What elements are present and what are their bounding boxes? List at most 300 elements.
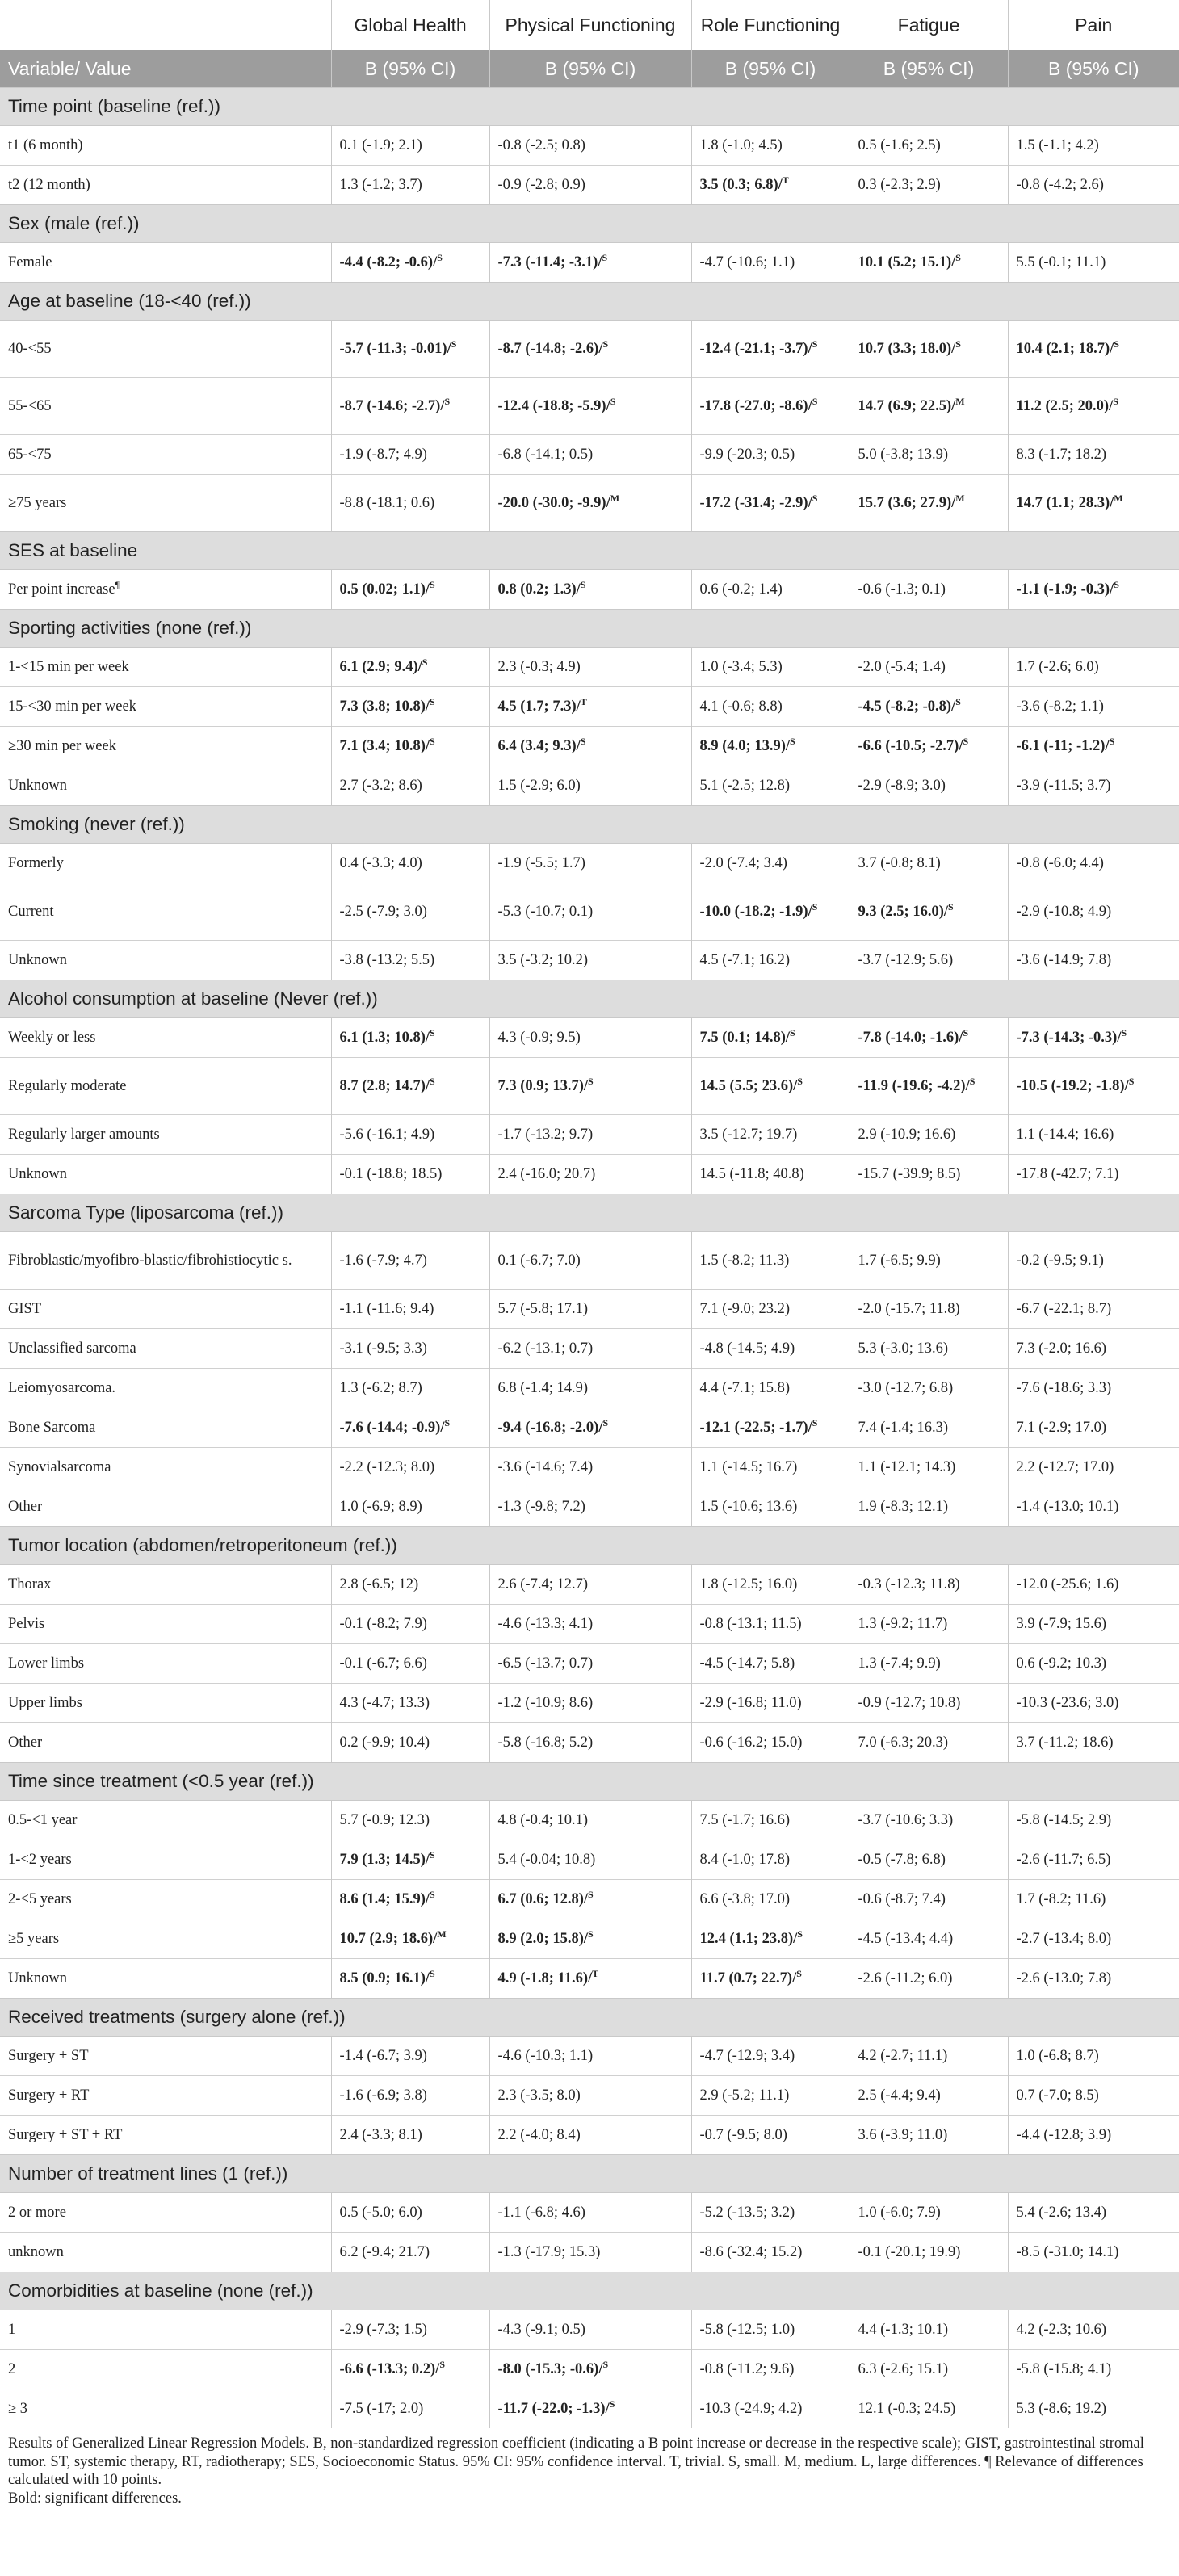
cell-value: -7.3 (-14.3; -0.3)/	[1016, 1030, 1122, 1046]
row-label-text: Formerly	[8, 855, 64, 871]
value-cell	[691, 648, 850, 687]
cell-value: 1.5 (-2.9; 6.0)	[497, 778, 581, 794]
table-row	[0, 1155, 1179, 1194]
value-cell	[691, 941, 850, 980]
cell-value: -0.1 (-8.2; 7.9)	[339, 1616, 427, 1632]
row-label-text: t2 (12 month)	[8, 177, 90, 193]
cell-value: -11.7 (-22.0; -1.3)/	[497, 2401, 610, 2417]
value-cell	[331, 1408, 489, 1448]
row-label-text: Regularly larger amounts	[8, 1126, 160, 1143]
row-label-text: Thorax	[8, 1576, 52, 1592]
row-label-text: Regularly moderate	[8, 1078, 127, 1094]
row-label	[0, 1155, 331, 1194]
value-cell	[691, 844, 850, 883]
cell-value: 0.5 (-5.0; 6.0)	[339, 2205, 422, 2221]
effect-size-mark: S	[969, 1075, 976, 1087]
cell-value: 1.8 (-12.5; 16.0)	[699, 1576, 798, 1592]
cell-value: 1.1 (-12.1; 14.3)	[858, 1459, 956, 1475]
value-cell	[691, 2193, 850, 2233]
row-label	[0, 2037, 331, 2076]
cell-value: -3.7 (-10.6; 3.3)	[858, 1812, 954, 1828]
value-cell	[489, 2076, 691, 2116]
row-label	[0, 475, 331, 532]
cell-value: 5.4 (-2.6; 13.4)	[1016, 2205, 1106, 2221]
cell-value: -8.0 (-15.3; -0.6)/	[497, 2361, 603, 2377]
value-cell	[1008, 475, 1179, 532]
effect-size-mark: S	[963, 735, 969, 747]
value-cell	[489, 2193, 691, 2233]
row-label	[0, 570, 331, 610]
section-title: Time point (baseline (ref.))	[0, 88, 1179, 126]
value-cell	[691, 2350, 850, 2389]
effect-size-mark: M	[955, 492, 965, 504]
cell-value: 11.2 (2.5; 20.0)/	[1016, 398, 1114, 414]
table-row	[0, 1290, 1179, 1329]
effect-size-mark: M	[610, 492, 620, 504]
value-cell	[489, 1018, 691, 1058]
value-cell	[331, 1155, 489, 1194]
cell-value: 1.7 (-2.6; 6.0)	[1016, 659, 1099, 675]
value-cell	[489, 687, 691, 727]
row-label-text: Upper limbs	[8, 1695, 82, 1711]
effect-size-mark: S	[955, 695, 961, 707]
table-row	[0, 321, 1179, 378]
effect-size-mark: S	[797, 1075, 803, 1087]
effect-size-mark: T	[782, 174, 789, 186]
cell-value: -7.8 (-14.0; -1.6)/	[858, 1030, 963, 1046]
row-label	[0, 1644, 331, 1684]
value-cell	[691, 1605, 850, 1644]
value-cell	[1008, 321, 1179, 378]
cell-value: -2.9 (-10.8; 4.9)	[1016, 904, 1112, 920]
effect-size-mark: S	[812, 900, 818, 913]
cell-value: 4.4 (-1.3; 10.1)	[858, 2322, 948, 2338]
footnote-text: Results of Generalized Linear Regression Models. B, non-standardized regression coefficient (indicating a B point increase or decrease in the respective scale); GIST, gastrointestinal stromal tumor. ST, systemic therapy, RT, radiotherapy; SES, Socioeconomic Status. 95% CI: 95% confidence interval. T, trivial. S, small. M, medium. L, large differences. ¶ Relevance of differences calculated with 10 points.	[8, 2435, 1144, 2488]
row-label	[0, 2350, 331, 2389]
cell-value: -1.9 (-5.5; 1.7)	[497, 855, 585, 871]
value-cell	[1008, 2389, 1179, 2429]
value-cell	[331, 166, 489, 205]
value-cell	[331, 1840, 489, 1880]
table-row	[0, 2193, 1179, 2233]
value-cell	[1008, 1155, 1179, 1194]
effect-size-mark: S	[610, 395, 616, 407]
cell-value: 14.7 (1.1; 28.3)/	[1016, 495, 1114, 511]
value-cell	[1008, 2350, 1179, 2389]
cell-value: 8.9 (2.0; 15.8)/	[497, 1931, 588, 1947]
value-cell	[331, 844, 489, 883]
value-cell	[850, 1058, 1008, 1115]
effect-size-mark: S	[439, 2358, 446, 2370]
subheader-row	[0, 50, 1179, 88]
table-row	[0, 1058, 1179, 1115]
cell-value: -9.4 (-16.8; -2.0)/	[497, 1420, 603, 1436]
value-cell	[489, 2350, 691, 2389]
value-cell	[331, 1232, 489, 1290]
cell-value: 14.7 (6.9; 22.5)/	[858, 398, 956, 414]
section-title: Alcohol consumption at baseline (Never (ref.))	[0, 980, 1179, 1018]
row-label	[0, 1369, 331, 1408]
cell-value: 2.9 (-5.2; 11.1)	[699, 2087, 790, 2104]
effect-size-mark: S	[444, 395, 451, 407]
value-cell	[691, 1801, 850, 1840]
cell-value: -6.2 (-13.1; 0.7)	[497, 1340, 594, 1357]
value-cell	[1008, 1329, 1179, 1369]
row-label-text: 15-<30 min per week	[8, 699, 136, 715]
value-cell	[489, 1115, 691, 1155]
cell-value: -1.3 (-17.9; 15.3)	[497, 2244, 601, 2260]
cell-value: -2.9 (-16.8; 11.0)	[699, 1695, 802, 1711]
cell-value: -3.1 (-9.5; 3.3)	[339, 1340, 427, 1357]
cell-value: 1.3 (-1.2; 3.7)	[339, 177, 422, 193]
effect-size-mark: S	[588, 1888, 594, 1900]
value-cell	[850, 883, 1008, 941]
cell-value: 11.7 (0.7; 22.7)/	[699, 1970, 797, 1987]
value-cell	[331, 2193, 489, 2233]
section-header-row	[0, 532, 1179, 570]
row-label-text: ≥ 3	[8, 2401, 28, 2417]
cell-value: -5.2 (-13.5; 3.2)	[699, 2205, 795, 2221]
effect-size-mark: T	[592, 1967, 599, 1979]
cell-value: 5.4 (-0.04; 10.8)	[497, 1852, 596, 1868]
cell-value: 7.3 (3.8; 10.8)/	[339, 699, 430, 715]
row-label	[0, 2116, 331, 2155]
value-cell	[850, 1155, 1008, 1194]
cell-value: -4.7 (-10.6; 1.1)	[699, 254, 795, 271]
row-label-text: 1	[8, 2322, 16, 2338]
row-label-text: Surgery + RT	[8, 2087, 90, 2104]
row-label-text: 65-<75	[8, 447, 52, 463]
value-cell	[691, 435, 850, 475]
section-header-row	[0, 1999, 1179, 2037]
cell-value: 0.5 (-1.6; 2.5)	[858, 137, 941, 153]
effect-size-mark: S	[812, 338, 818, 350]
cell-value: 2.3 (-0.3; 4.9)	[497, 659, 581, 675]
effect-size-mark: S	[602, 251, 608, 263]
cell-value: -6.8 (-14.1; 0.5)	[497, 447, 594, 463]
value-cell	[489, 166, 691, 205]
row-label	[0, 1605, 331, 1644]
value-cell	[850, 243, 1008, 283]
cell-value: -3.6 (-14.9; 7.8)	[1016, 952, 1112, 968]
value-cell	[489, 844, 691, 883]
value-cell	[850, 844, 1008, 883]
section-title: Age at baseline (18-<40 (ref.))	[0, 283, 1179, 321]
value-cell	[850, 1018, 1008, 1058]
table-row	[0, 1115, 1179, 1155]
effect-size-mark: S	[1109, 735, 1115, 747]
value-cell	[489, 1840, 691, 1880]
row-label-text: 1-<15 min per week	[8, 659, 129, 675]
cell-value: -6.6 (-13.3; 0.2)/	[339, 2361, 440, 2377]
cell-value: 4.2 (-2.3; 10.6)	[1016, 2322, 1106, 2338]
cell-value: 5.7 (-5.8; 17.1)	[497, 1301, 588, 1317]
cell-value: -6.7 (-22.1; 8.7)	[1016, 1301, 1112, 1317]
cell-value: -17.2 (-31.4; -2.9)/	[699, 495, 812, 511]
cell-value: -2.7 (-13.4; 8.0)	[1016, 1931, 1112, 1947]
cell-value: -7.5 (-17; 2.0)	[339, 2401, 424, 2417]
effect-size-mark: S	[963, 1026, 969, 1038]
effect-size-mark: M	[955, 395, 965, 407]
section-header-row	[0, 1763, 1179, 1801]
cell-value: 0.6 (-9.2; 10.3)	[1016, 1655, 1106, 1672]
value-cell	[850, 1644, 1008, 1684]
value-cell	[331, 766, 489, 806]
row-label	[0, 1058, 331, 1115]
row-label	[0, 727, 331, 766]
value-cell	[691, 1565, 850, 1605]
value-cell	[1008, 1840, 1179, 1880]
value-cell	[850, 2076, 1008, 2116]
row-label	[0, 1959, 331, 1999]
row-label-text: ≥5 years	[8, 1931, 60, 1947]
cell-value: 0.6 (-0.2; 1.4)	[699, 581, 783, 598]
value-cell	[489, 1448, 691, 1487]
table-row	[0, 243, 1179, 283]
value-cell	[331, 1448, 489, 1487]
section-header-row	[0, 610, 1179, 648]
value-cell	[1008, 1018, 1179, 1058]
cell-value: 10.7 (2.9; 18.6)/	[339, 1931, 438, 1947]
value-cell	[691, 1684, 850, 1723]
value-cell	[1008, 766, 1179, 806]
value-cell	[1008, 687, 1179, 727]
section-header-row	[0, 2155, 1179, 2193]
value-cell	[331, 1369, 489, 1408]
cell-value: 3.7 (-0.8; 8.1)	[858, 855, 941, 871]
cell-value: 1.3 (-6.2; 8.7)	[339, 1380, 422, 1396]
cell-value: 12.1 (-0.3; 24.5)	[858, 2401, 956, 2417]
row-label-text: Pelvis	[8, 1616, 45, 1632]
row-label	[0, 1880, 331, 1919]
row-label	[0, 243, 331, 283]
effect-size-mark: S	[430, 1026, 435, 1038]
value-cell	[850, 1605, 1008, 1644]
table-row	[0, 1880, 1179, 1919]
row-label-text: Lower limbs	[8, 1655, 85, 1672]
table-row	[0, 378, 1179, 435]
section-title: Sex (male (ref.))	[0, 205, 1179, 243]
effect-size-mark: S	[602, 1416, 609, 1429]
value-cell	[331, 1018, 489, 1058]
cell-value: -1.2 (-10.9; 8.6)	[497, 1695, 594, 1711]
cell-value: -11.9 (-19.6; -4.2)/	[858, 1078, 970, 1094]
cell-value: -12.0 (-25.6; 1.6)	[1016, 1576, 1119, 1592]
cell-value: 1.7 (-8.2; 11.6)	[1016, 1891, 1106, 1907]
value-cell	[489, 570, 691, 610]
value-cell	[1008, 648, 1179, 687]
cell-value: -12.4 (-18.8; -5.9)/	[497, 398, 610, 414]
cell-value: 7.9 (1.3; 14.5)/	[339, 1852, 430, 1868]
effect-size-mark: S	[1114, 578, 1119, 590]
value-cell	[691, 2037, 850, 2076]
cell-value: -1.6 (-6.9; 3.8)	[339, 2087, 427, 2104]
subheader-value: B (95% CI)	[331, 50, 489, 88]
value-cell	[489, 1723, 691, 1763]
cell-value: -2.2 (-12.3; 8.0)	[339, 1459, 435, 1475]
value-cell	[850, 1408, 1008, 1448]
cell-value: -0.8 (-2.5; 0.8)	[497, 137, 585, 153]
cell-value: -5.3 (-10.7; 0.1)	[497, 904, 594, 920]
value-cell	[691, 1880, 850, 1919]
value-cell	[691, 1058, 850, 1115]
value-cell	[691, 2076, 850, 2116]
value-cell	[850, 2116, 1008, 2155]
cell-value: -6.5 (-13.7; 0.7)	[497, 1655, 594, 1672]
cell-value: -6.1 (-11; -1.2)/	[1016, 738, 1110, 754]
row-label	[0, 1408, 331, 1448]
value-cell	[489, 1487, 691, 1527]
value-cell	[1008, 1880, 1179, 1919]
table-row	[0, 1448, 1179, 1487]
col-fatigue: Fatigue	[850, 0, 1008, 50]
value-cell	[691, 2310, 850, 2350]
cell-value: 0.8 (0.2; 1.3)/	[497, 581, 581, 598]
value-cell	[1008, 1919, 1179, 1959]
value-cell	[1008, 2193, 1179, 2233]
row-label	[0, 435, 331, 475]
section-title: Smoking (never (ref.))	[0, 806, 1179, 844]
value-cell	[331, 941, 489, 980]
row-label	[0, 1448, 331, 1487]
table-row	[0, 2076, 1179, 2116]
effect-size-mark: S	[580, 735, 586, 747]
cell-value: -0.3 (-12.3; 11.8)	[858, 1576, 960, 1592]
cell-value: -8.8 (-18.1; 0.6)	[339, 495, 435, 511]
section-title: Time since treatment (<0.5 year (ref.))	[0, 1763, 1179, 1801]
cell-value: 4.1 (-0.6; 8.8)	[699, 699, 783, 715]
value-cell	[489, 1369, 691, 1408]
cell-value: -1.4 (-6.7; 3.9)	[339, 2048, 427, 2064]
section-header-row	[0, 283, 1179, 321]
cell-value: -4.5 (-8.2; -0.8)/	[858, 699, 956, 715]
value-cell	[1008, 1959, 1179, 1999]
section-title: Received treatments (surgery alone (ref.))	[0, 1999, 1179, 2037]
cell-value: 7.4 (-1.4; 16.3)	[858, 1420, 948, 1436]
subheader-value: B (95% CI)	[1008, 50, 1179, 88]
cell-value: 3.9 (-7.9; 15.6)	[1016, 1616, 1106, 1632]
effect-size-mark: S	[430, 1967, 435, 1979]
effect-size-mark: S	[430, 1848, 435, 1861]
value-cell	[331, 2233, 489, 2272]
section-header-row	[0, 2272, 1179, 2310]
effect-size-mark: S	[580, 578, 586, 590]
value-cell	[1008, 883, 1179, 941]
cell-value: -8.7 (-14.8; -2.6)/	[497, 341, 603, 357]
cell-value: 8.9 (4.0; 13.9)/	[699, 738, 790, 754]
value-cell	[691, 1723, 850, 1763]
value-cell	[1008, 1369, 1179, 1408]
cell-value: 4.3 (-0.9; 9.5)	[497, 1030, 581, 1046]
row-label-text: Female	[8, 254, 52, 271]
cell-value: 6.7 (0.6; 12.8)/	[497, 1891, 588, 1907]
effect-size-mark: S	[1121, 1026, 1127, 1038]
value-cell	[489, 2389, 691, 2429]
cell-value: -2.0 (-15.7; 11.8)	[858, 1301, 960, 1317]
table-row	[0, 1232, 1179, 1290]
row-label	[0, 1018, 331, 1058]
value-cell	[1008, 1408, 1179, 1448]
value-cell	[1008, 2310, 1179, 2350]
cell-value: 2.8 (-6.5; 12)	[339, 1576, 419, 1592]
value-cell	[489, 883, 691, 941]
cell-value: -4.4 (-8.2; -0.6)/	[339, 254, 438, 271]
cell-value: -3.8 (-13.2; 5.5)	[339, 952, 435, 968]
value-cell	[489, 766, 691, 806]
subheader-value: B (95% CI)	[850, 50, 1008, 88]
cell-value: 3.5 (0.3; 6.8)/	[699, 177, 783, 193]
value-cell	[691, 475, 850, 532]
cell-value: -4.4 (-12.8; 3.9)	[1016, 2127, 1112, 2143]
table-row	[0, 1840, 1179, 1880]
cell-value: -0.8 (-6.0; 4.4)	[1016, 855, 1104, 871]
cell-value: 6.8 (-1.4; 14.9)	[497, 1380, 588, 1396]
value-cell	[489, 1565, 691, 1605]
section-header-row	[0, 1194, 1179, 1232]
value-cell	[331, 475, 489, 532]
row-label	[0, 648, 331, 687]
value-cell	[331, 687, 489, 727]
value-cell	[850, 1232, 1008, 1290]
value-cell	[489, 1408, 691, 1448]
value-cell	[1008, 1565, 1179, 1605]
cell-value: 3.5 (-3.2; 10.2)	[497, 952, 588, 968]
table-row	[0, 475, 1179, 532]
table-row	[0, 166, 1179, 205]
column-header-row	[0, 0, 1179, 50]
cell-value: 8.5 (0.9; 16.1)/	[339, 1970, 430, 1987]
value-cell	[1008, 2076, 1179, 2116]
cell-value: 2.6 (-7.4; 12.7)	[497, 1576, 588, 1592]
effect-size-mark: S	[437, 251, 443, 263]
cell-value: 1.5 (-8.2; 11.3)	[699, 1252, 790, 1269]
cell-value: 5.3 (-3.0; 13.6)	[858, 1340, 948, 1357]
cell-value: 4.3 (-4.7; 13.3)	[339, 1695, 430, 1711]
cell-value: -1.1 (-11.6; 9.4)	[339, 1301, 434, 1317]
cell-value: 2.7 (-3.2; 8.6)	[339, 778, 422, 794]
value-cell	[489, 2116, 691, 2155]
cell-value: 2.5 (-4.4; 9.4)	[858, 2087, 941, 2104]
row-label-text: 2-<5 years	[8, 1891, 72, 1907]
row-label-text: 55-<65	[8, 398, 52, 414]
value-cell	[1008, 1801, 1179, 1840]
cell-value: 5.7 (-0.9; 12.3)	[339, 1812, 430, 1828]
value-cell	[850, 1565, 1008, 1605]
cell-value: 1.3 (-9.2; 11.7)	[858, 1616, 948, 1632]
cell-value: 14.5 (-11.8; 40.8)	[699, 1166, 804, 1182]
cell-value: -1.4 (-13.0; 10.1)	[1016, 1499, 1119, 1515]
value-cell	[850, 2037, 1008, 2076]
table-row	[0, 1487, 1179, 1527]
value-cell	[850, 2350, 1008, 2389]
value-cell	[850, 687, 1008, 727]
cell-value: -2.9 (-7.3; 1.5)	[339, 2322, 427, 2338]
row-label-text: Fibroblastic/myofibro-blastic/fibrohistiocytic s.	[8, 1252, 292, 1269]
value-cell	[691, 1448, 850, 1487]
cell-value: 2.9 (-10.9; 16.6)	[858, 1126, 956, 1143]
section-header-row	[0, 980, 1179, 1018]
effect-size-mark: S	[797, 1928, 803, 1940]
cell-value: 6.1 (2.9; 9.4)/	[339, 659, 422, 675]
value-cell	[331, 1565, 489, 1605]
footnote-bold-note: Bold: significant differences.	[8, 2490, 182, 2507]
value-cell	[691, 166, 850, 205]
cell-value: 7.3 (0.9; 13.7)/	[497, 1078, 588, 1094]
cell-value: 1.1 (-14.5; 16.7)	[699, 1459, 798, 1475]
cell-value: -15.7 (-39.9; 8.5)	[858, 1166, 961, 1182]
cell-value: -4.6 (-10.3; 1.1)	[497, 2048, 594, 2064]
value-cell	[850, 1290, 1008, 1329]
